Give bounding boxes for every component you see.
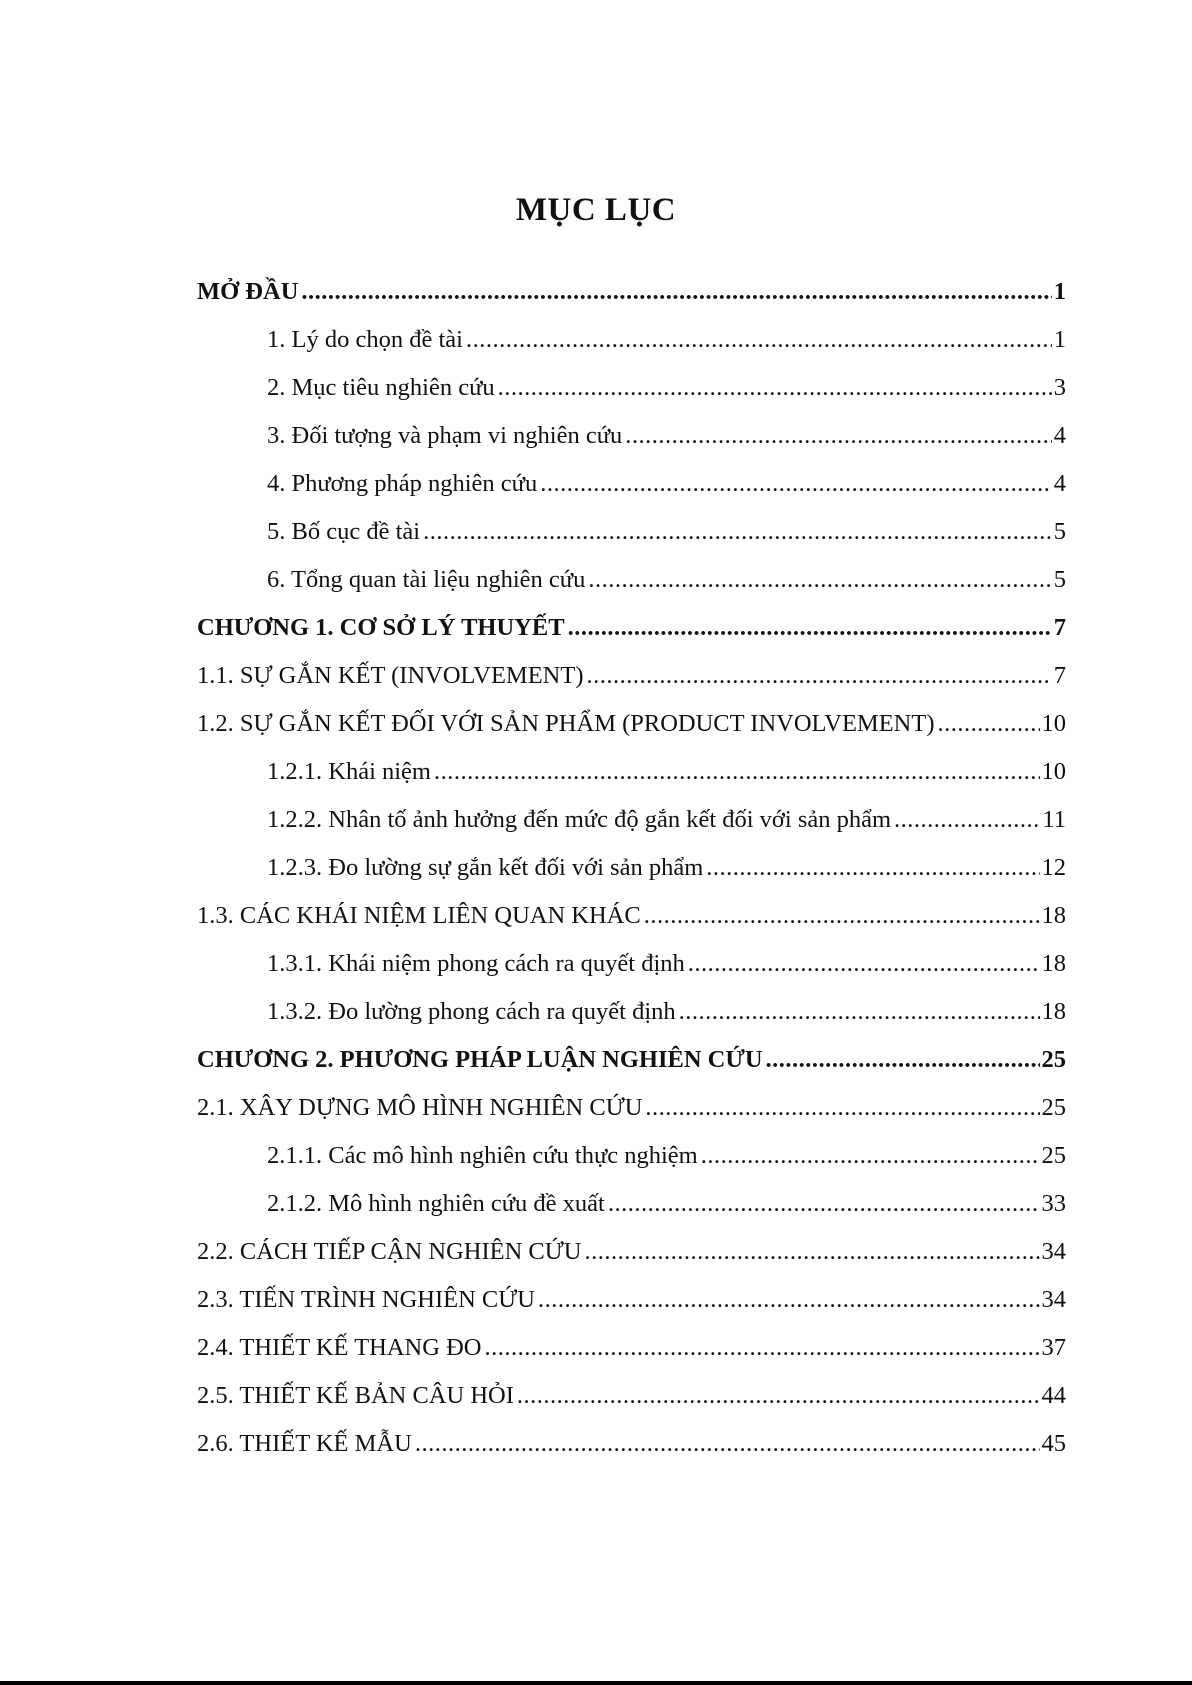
toc-dot-leader: [625, 422, 1052, 450]
toc-entry-page-number: 33: [1041, 1190, 1066, 1217]
toc-entry-page-number: 1: [1053, 278, 1066, 305]
toc-entry[interactable]: [197, 470, 1066, 518]
toc-entry-title: 1.3.1. Khái niệm phong cách ra quyết định: [267, 950, 685, 977]
page-title: MỤC LỤC: [515, 192, 677, 228]
toc-entry[interactable]: [197, 1238, 1066, 1286]
toc-entry-page-number: 7: [1053, 614, 1066, 641]
toc-entry-title: 1.3. CÁC KHÁI NIỆM LIÊN QUAN KHÁC: [197, 902, 641, 929]
toc-entry-page-number: 5: [1053, 518, 1066, 545]
toc-entry-title: 2.6. THIẾT KẾ MẪU: [197, 1430, 412, 1457]
toc-dot-leader: [588, 566, 1051, 594]
toc-entry[interactable]: [197, 566, 1066, 614]
toc-entry-page-number: 11: [1042, 806, 1066, 833]
toc-dot-leader: [587, 662, 1052, 690]
toc-entry-title: 3. Đối tượng và phạm vi nghiên cứu: [267, 422, 623, 449]
toc-entry-title: 2.2. CÁCH TIẾP CẬN NGHIÊN CỨU: [197, 1238, 582, 1265]
toc-entry[interactable]: [197, 1430, 1066, 1478]
toc-entry-page-number: 18: [1041, 902, 1066, 929]
toc-entry-title: 1.1. SỰ GẮN KẾT (INVOLVEMENT): [197, 662, 584, 689]
toc-entry[interactable]: [197, 1382, 1066, 1430]
toc-entry[interactable]: [197, 518, 1066, 566]
toc-entry-page-number: 34: [1041, 1238, 1066, 1265]
toc-dot-leader: [701, 1142, 1040, 1170]
toc-entry-title: 1.2.3. Đo lường sự gắn kết đối với sản phẩm: [267, 854, 704, 881]
toc-dot-leader: [894, 806, 1040, 834]
toc-entry-title: 2.5. THIẾT KẾ BẢN CÂU HỎI: [197, 1382, 514, 1409]
toc-entry[interactable]: [197, 806, 1066, 854]
toc-entry-title: 1. Lý do chọn đề tài: [267, 326, 463, 353]
toc-entry-page-number: 45: [1041, 1430, 1066, 1457]
toc-dot-leader: [679, 998, 1040, 1026]
toc-entry-title: CHƯƠNG 1. CƠ SỞ LÝ THUYẾT: [197, 614, 565, 641]
toc-entry-page-number: 37: [1041, 1334, 1066, 1361]
toc-dot-leader: [517, 1382, 1040, 1410]
toc-entry[interactable]: [197, 758, 1066, 806]
toc-entry-page-number: 5: [1053, 566, 1066, 593]
toc-dot-leader: [608, 1190, 1040, 1218]
toc-entry[interactable]: [197, 1094, 1066, 1142]
toc-entry-page-number: 44: [1041, 1382, 1066, 1409]
toc-entry-title: 2.3. TIẾN TRÌNH NGHIÊN CỨU: [197, 1286, 535, 1313]
toc-entry[interactable]: [197, 950, 1066, 998]
toc-entry-page-number: 18: [1041, 950, 1066, 977]
toc-dot-leader: [766, 1046, 1040, 1074]
toc-dot-leader: [688, 950, 1040, 978]
toc-entry[interactable]: [197, 998, 1066, 1046]
toc-entry[interactable]: [197, 614, 1066, 662]
toc-entry[interactable]: [197, 1046, 1066, 1094]
toc-entry-title: 2. Mục tiêu nghiên cứu: [267, 374, 495, 401]
toc-entry[interactable]: [197, 1286, 1066, 1334]
toc-entry-page-number: 10: [1041, 758, 1066, 785]
toc-entry-title: 2.1.2. Mô hình nghiên cứu đề xuất: [267, 1190, 605, 1217]
toc-entry-page-number: 3: [1053, 374, 1066, 401]
toc-entry[interactable]: [197, 1190, 1066, 1238]
toc-entry-page-number: 25: [1041, 1046, 1066, 1073]
toc-dot-leader: [466, 326, 1052, 354]
toc-dot-leader: [484, 1334, 1039, 1362]
toc-entry[interactable]: [197, 422, 1066, 470]
toc-entry-page-number: 10: [1041, 710, 1066, 737]
toc-entry-title: 6. Tổng quan tài liệu nghiên cứu: [267, 566, 586, 593]
toc-entry-page-number: 4: [1053, 470, 1066, 497]
toc-entry-title: 2.4. THIẾT KẾ THANG ĐO: [197, 1334, 482, 1361]
toc-dot-leader: [937, 710, 1039, 738]
toc-entry-title: MỞ ĐẦU: [197, 278, 299, 305]
toc-entry-title: CHƯƠNG 2. PHƯƠNG PHÁP LUẬN NGHIÊN CỨU: [197, 1046, 763, 1073]
toc-entry[interactable]: [197, 278, 1066, 326]
toc-entry-title: 1.2. SỰ GẮN KẾT ĐỐI VỚI SẢN PHẨM (PRODUCT INVOLVEMENT): [197, 710, 935, 737]
toc-entry-page-number: 4: [1053, 422, 1066, 449]
toc-entry-page-number: 25: [1041, 1142, 1066, 1169]
toc-dot-leader: [584, 1238, 1039, 1266]
toc-entry[interactable]: [197, 1142, 1066, 1190]
toc-dot-leader: [434, 758, 1040, 786]
toc-entry-page-number: 25: [1041, 1094, 1066, 1121]
toc-entry-title: 1.2.1. Khái niệm: [267, 758, 431, 785]
toc-entry-title: 5. Bố cục đề tài: [267, 518, 421, 545]
toc-dot-leader: [540, 470, 1052, 498]
toc-dot-leader: [415, 1430, 1040, 1458]
toc-entry[interactable]: [197, 662, 1066, 710]
toc-entry-page-number: 34: [1041, 1286, 1066, 1313]
toc-dot-leader: [498, 374, 1052, 402]
bottom-edge-rule: [0, 1681, 1192, 1685]
toc-entry[interactable]: [197, 374, 1066, 422]
toc-entry[interactable]: [197, 854, 1066, 902]
toc-entry[interactable]: [197, 902, 1066, 950]
toc-entry-page-number: 1: [1053, 326, 1066, 353]
toc-entry[interactable]: [197, 710, 1066, 758]
toc-dot-leader: [644, 902, 1040, 930]
toc-entry-title: 1.2.2. Nhân tố ảnh hưởng đến mức độ gắn kết đối với sản phẩm: [267, 806, 892, 833]
toc-entry-title: 1.3.2. Đo lường phong cách ra quyết định: [267, 998, 676, 1025]
toc-entry-title: 2.1. XÂY DỰNG MÔ HÌNH NGHIÊN CỨU: [197, 1094, 643, 1121]
toc-dot-leader: [706, 854, 1039, 882]
toc-dot-leader: [538, 1286, 1040, 1314]
toc-entry-title: 4. Phương pháp nghiên cứu: [267, 470, 538, 497]
toc-entry-page-number: 18: [1041, 998, 1066, 1025]
toc-dot-leader: [301, 278, 1051, 306]
toc-dot-leader: [568, 614, 1052, 642]
toc-dot-leader: [423, 518, 1052, 546]
toc-entry-title: 2.1.1. Các mô hình nghiên cứu thực nghiệm: [267, 1142, 698, 1169]
toc-entry[interactable]: [197, 326, 1066, 374]
toc-entry-page-number: 12: [1041, 854, 1066, 881]
toc-entry-page-number: 7: [1053, 662, 1066, 689]
toc-dot-leader: [645, 1094, 1039, 1122]
table-of-contents: [197, 278, 1066, 1478]
toc-entry[interactable]: [197, 1334, 1066, 1382]
